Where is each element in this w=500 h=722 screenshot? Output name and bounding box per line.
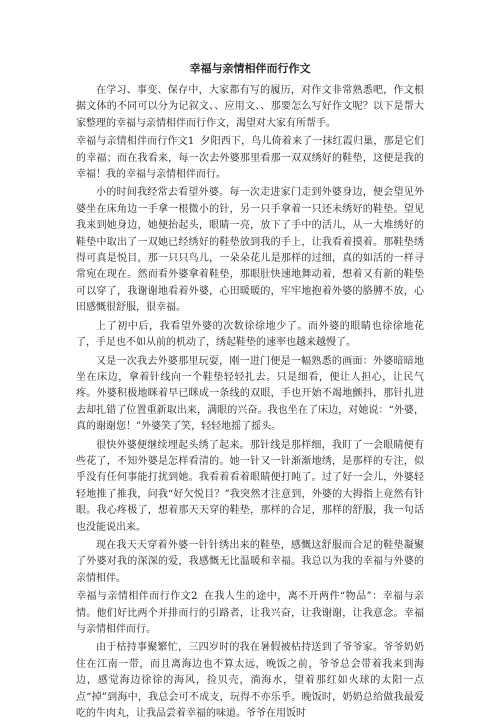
section-1-paragraph-4: 又是一次我去外婆那里玩耍，刚一进门便是一幅熟悉的画面：外婆暗暗地坐在床边，拿着针线向一个鞋垫轻轻扎去。只是细看，便让人担心，让民气疼。外婆积极地眯着早已眯成一条线的双眼，手也开始不竭地颤抖，那针扎进去却扎错了位置重新取出来，满眼的兴奋。我也坐在了床边，对她说：“外婆，真的谢谢您！”外婆笑了笑，轻轻地摇了摇头。: [76, 355, 424, 433]
intro-paragraph: 在学习、事变、保存中，大家都有写的履历，对作文非常熟悉吧，作文根据文体的不同可以分为记叙文、、应用文、、那要怎么写好作文呢？以下是帮大家整理的幸福与亲情相伴而行作文，渴望对大家有所帮手。: [76, 85, 424, 129]
section-2-first-paragraph: [76, 589, 424, 638]
section-1-paragraph-5: 很快外婆便继续埋起头绣了起来。那针线是那样细，我盯了一会眼睛便有些花了，不知外婆是怎样看清的。她一针又一针渐渐地绣，是那样的专注，似乎没有任何事能打扰到她。我看着看着眼睛便打盹了。过了好一会儿，外婆轻轻地推了推我，问我“好欠悦目？”我突然才注意到，外婆的大拇指上竟然有针眼。我心疼极了，想着那天天穿的鞋垫，那样的合足，那样的舒服，我一句话也没能说出来。: [76, 439, 424, 533]
section-1-heading: 幸福与亲情相伴而行作文1: [76, 136, 195, 148]
document-title: 幸福与亲情相伴而行作文: [189, 62, 311, 75]
section-2-lead-text: 在我人生的途中，离不开两件“物品”：幸福与亲情。他们好比两个并排而行的引路者，让我兴奋，让我谢谢，让我意念。幸福与亲情相伴而行。: [76, 591, 424, 635]
section-1-lead-text: 夕阳西下，鸟儿倚着来了一抹红霞归巢，那是它们的幸福；而在我看来，每一次去外婆那里看那一双双绣好的鞋垫，这便是我的幸福！我的幸福与亲情相伴而行。: [76, 136, 424, 181]
section-1-paragraph-3: 上了初中后，我看望外婆的次数徐徐地少了。而外婆的眼睛也徐徐地花了，手足也不如从前的机动了，绣起鞋垫的速率也越来越慢了。: [76, 320, 424, 349]
section-2-paragraph-2: 由于枯持事聚繁忙，三四岁时的我在暑假被枯持送到了爷爷家。爷爷奶奶住在江南一带，而且离海边也不算太远，晚饭之前，爷爷总会带着我来到海边，感觉海边徐徐的海风，捡贝壳，淌海水，望着那红如火球的太阳一点点“掉”到海中，我总会可不成支，玩得不亦乐乎。晚饭时，奶奶总给做我最爱吃的牛肉丸，让我品尝着幸福的味道。爷爷在用饭时: [76, 642, 424, 720]
section-1-paragraph-6: 现在我天天穿着外婆一针针绣出来的鞋垫，感慨这舒服而合足的鞋垫凝聚了外婆对我的深深的爱，我感慨无比温暖和幸福。我总以为我的幸福与外婆的亲情相伴。: [76, 539, 424, 584]
section-1-paragraph-2: 小的时间我经常去看望外婆。每一次走进家门走到外婆身边，便会望见外婆坐在床角边一手拿一根微小的针，另一只手拿着一只还未绣好的鞋垫。望见我来到她身边，她便抬起头，眼睛一亮，放下了手中的活儿，从一大堆绣好的鞋垫中取出了一双她已经绣好的鞋垫放到我的手上，让我看着摸着。那鞋垫绣得可真是悦目，那一只只鸟儿，一朵朵花儿是那样的过细，真的如活的一样寻常宛在现在。然而看外婆拿着鞋垫，那眼肚快速地舞动着，想着又有新的鞋垫可以穿了，我谢谢地看着外婆，心田暖暖的，牢牢地抱着外婆的胳膊不放，心田感慨很舒服，很幸福。: [76, 187, 424, 314]
section-1-first-paragraph: [76, 134, 424, 183]
section-2-heading: 幸福与亲情相伴而行作文2: [76, 591, 198, 603]
